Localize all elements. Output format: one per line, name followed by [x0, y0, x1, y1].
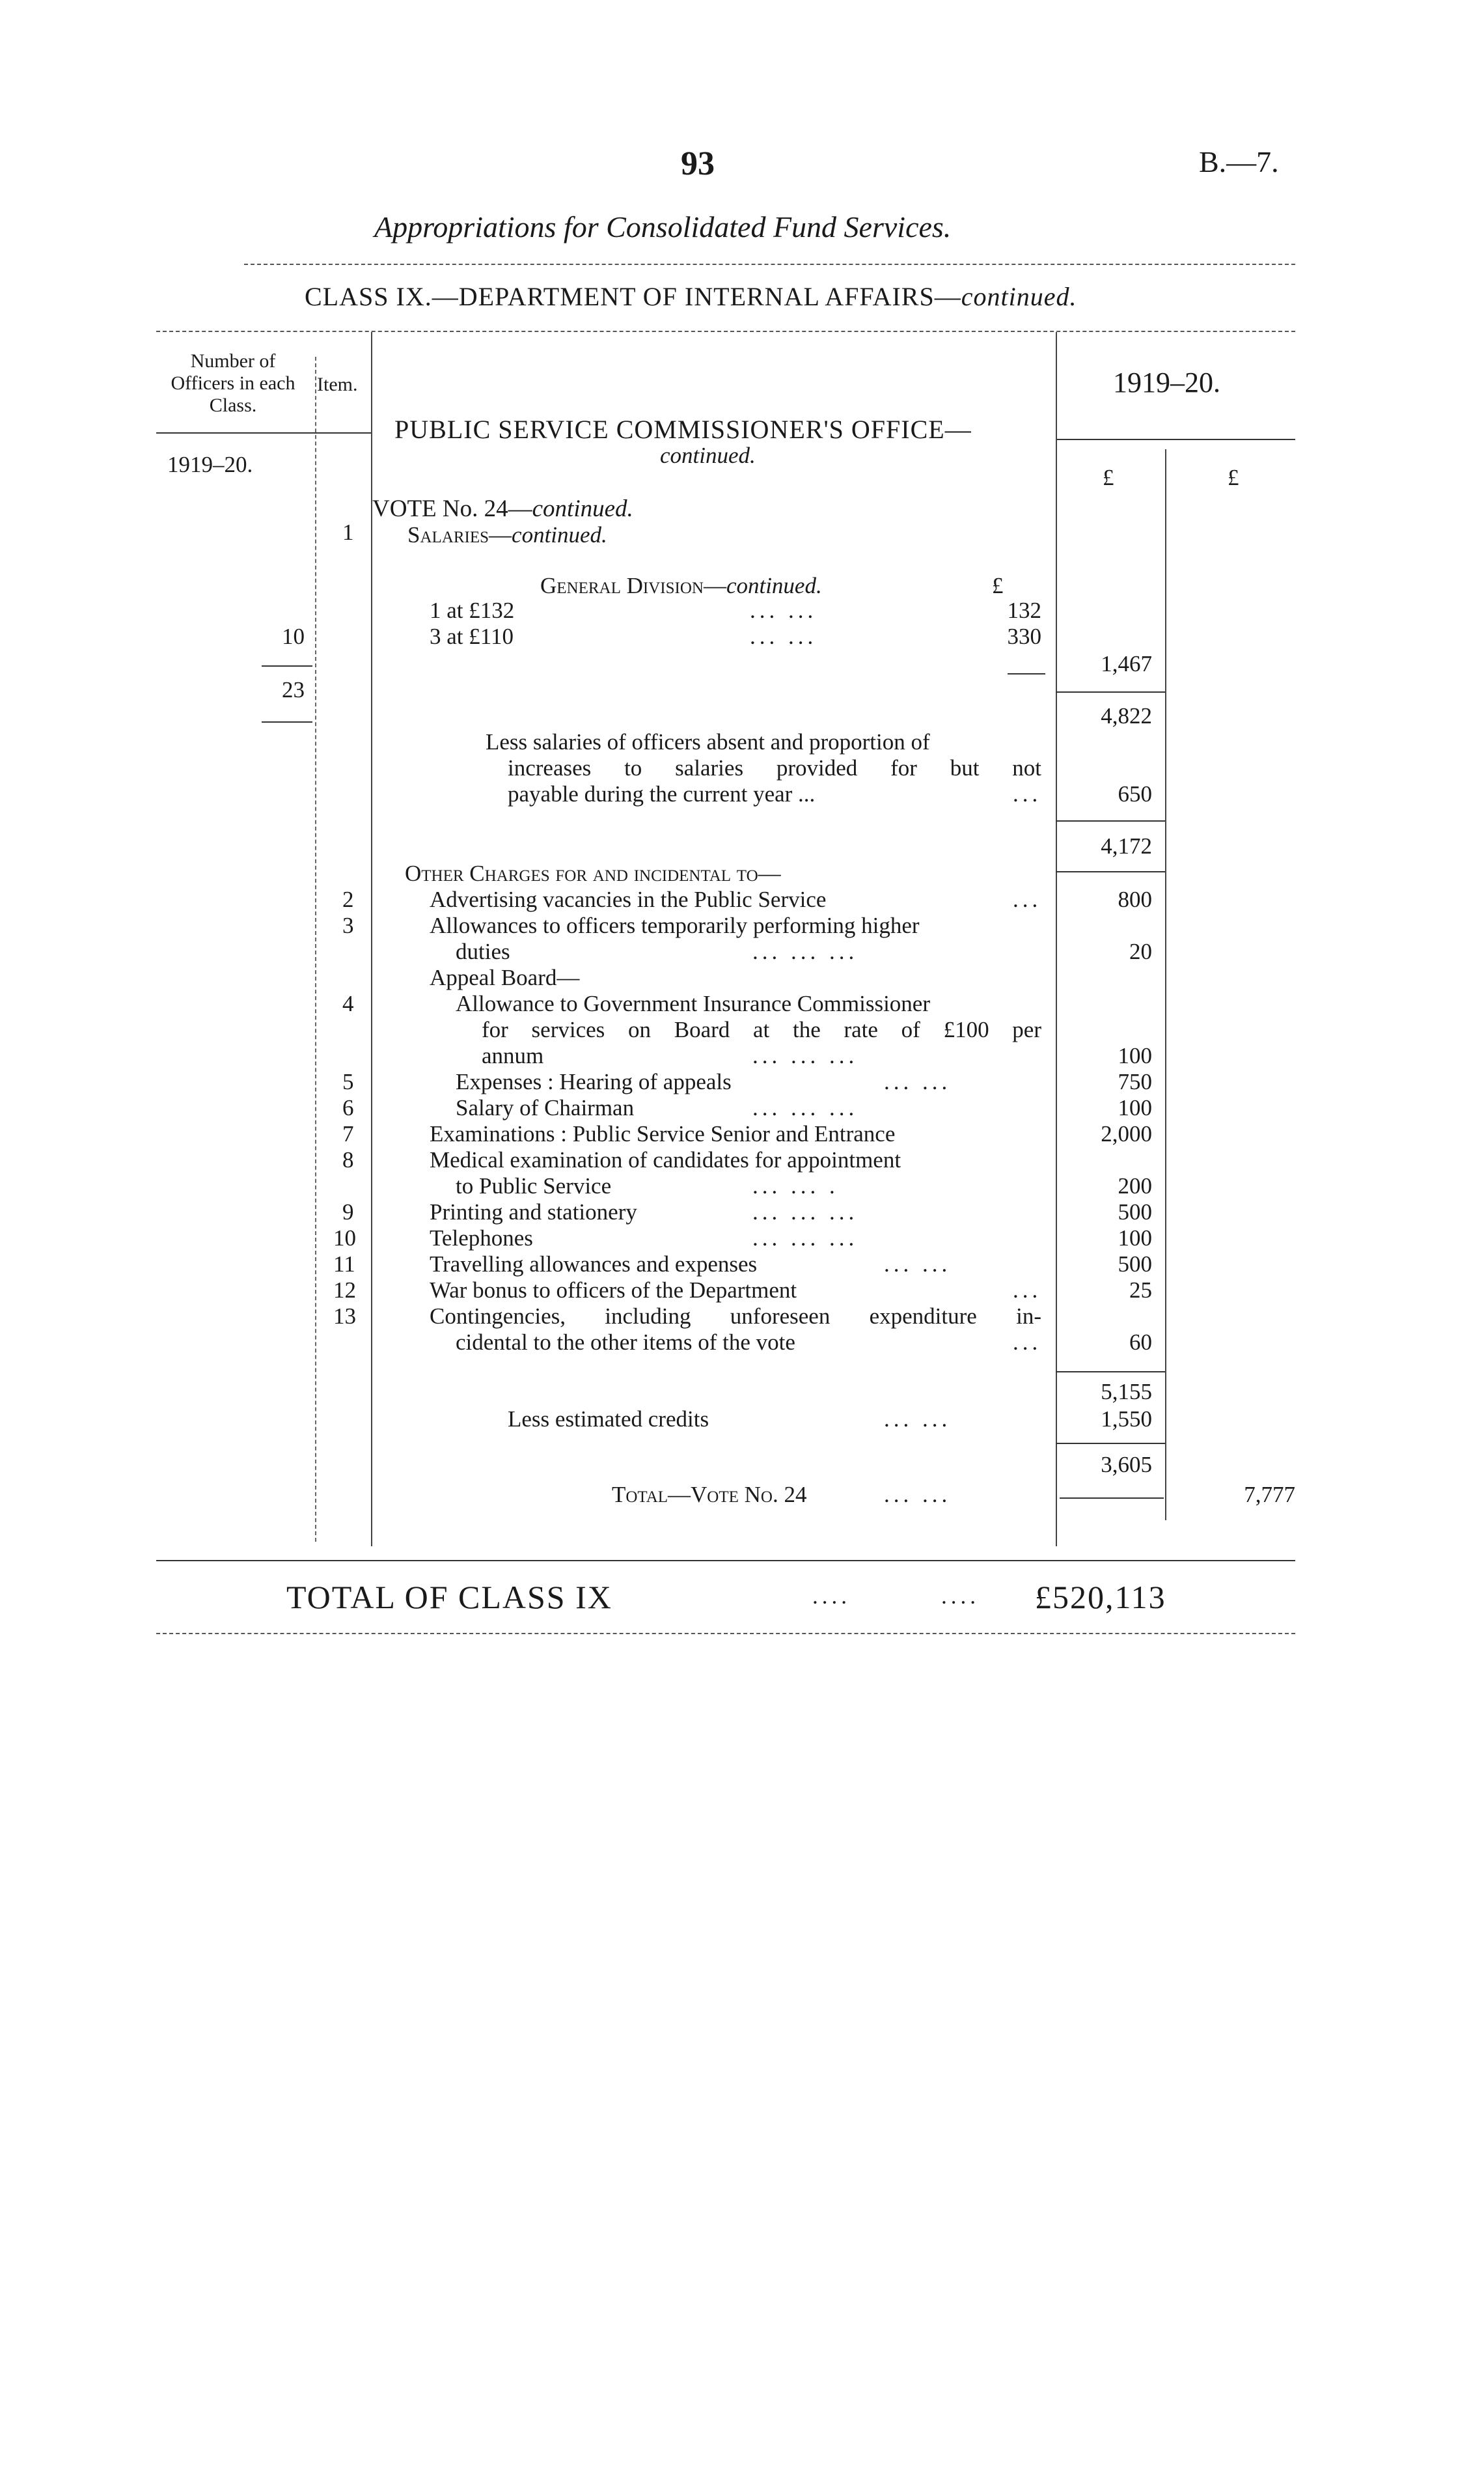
rule [156, 331, 1295, 332]
rule [1056, 439, 1295, 440]
item-number: 10 [333, 1225, 356, 1251]
amount: 330 [1007, 624, 1041, 649]
leader-dots: ... ... [750, 598, 818, 623]
row-label: 1 at £132 [430, 598, 515, 623]
leader-dots: ... ... ... [752, 939, 859, 964]
charge-label: Advertising vacancies in the Public Service [430, 887, 827, 912]
charge-label: to Public Service [456, 1173, 612, 1199]
item-number: 12 [333, 1277, 356, 1303]
charge-label: Allowance to Government Insurance Commissioner [456, 991, 930, 1016]
text-line: Less salaries of officers absent and proportion of [486, 729, 930, 755]
charge-label: cidental to the other items of the vote [456, 1329, 795, 1355]
charge-label: Allowances to officers temporarily performing higher [430, 913, 920, 938]
pound-symbol: £ [1228, 465, 1239, 490]
rule [156, 432, 371, 434]
leader-dots: ... ... [884, 1251, 952, 1277]
subtotal: 1,467 [1101, 651, 1152, 676]
appeal-board-heading: Appeal Board— [430, 965, 580, 990]
amount: 650 [1118, 781, 1152, 807]
charge-label: War bonus to officers of the Department [430, 1277, 797, 1303]
page-number: 93 [681, 145, 715, 182]
rule [1056, 691, 1165, 693]
officers-count: 10 [282, 624, 305, 649]
section-title: PUBLIC SERVICE COMMISSIONER'S OFFICE— [394, 415, 972, 444]
rule [1056, 1371, 1165, 1372]
amount: 750 [1118, 1069, 1152, 1094]
total: 4,822 [1101, 703, 1152, 729]
amount: 100 [1118, 1095, 1152, 1120]
rule [1008, 673, 1045, 675]
charge-label: Examinations : Public Service Senior and Entrance [430, 1121, 896, 1147]
leader-dots: ... ... ... [752, 1095, 859, 1120]
leader-dots: ... ... [884, 1482, 952, 1507]
rule [156, 1633, 1295, 1634]
charge-label: for services on Board at the rate of £100 per [482, 1017, 1041, 1042]
leader-dots: ... ... [884, 1406, 952, 1432]
charge-label: Travelling allowances and expenses [430, 1251, 758, 1277]
item-number: 4 [342, 991, 354, 1016]
section-title-continued: continued. [660, 443, 756, 468]
year-header-right: 1919–20. [1113, 367, 1220, 398]
charge-label: duties [456, 939, 510, 964]
amount: 132 [1007, 598, 1041, 623]
leader-dots: ... ... [884, 1069, 952, 1094]
class-heading: CLASS IX.—DEPARTMENT OF INTERNAL AFFAIRS—continued. [305, 282, 1077, 311]
leader-dots: ... [1013, 1329, 1042, 1355]
column-rule [1165, 449, 1166, 1520]
item-number: 7 [342, 1121, 354, 1147]
pound-symbol: £ [1103, 465, 1114, 490]
other-charges-heading: Other Charges for and incidental to— [405, 861, 781, 886]
charge-label: Expenses : Hearing of appeals [456, 1069, 732, 1094]
column-rule [315, 357, 316, 1542]
charge-label: Medical examination of candidates for appointment [430, 1147, 901, 1173]
rule [156, 1560, 1295, 1561]
charge-label: Contingencies, including unforeseen expenditure in- [430, 1303, 1041, 1329]
credits-label: Less estimated credits [508, 1406, 709, 1432]
item-number: 11 [333, 1251, 355, 1277]
item-number: 13 [333, 1303, 356, 1329]
leader-dots: ... ... ... [752, 1043, 859, 1068]
leader-dots: ... [1013, 781, 1042, 807]
text-line: payable during the current year ... [508, 781, 816, 807]
leader-dots: ... ... [750, 624, 818, 649]
amount: 20 [1129, 939, 1152, 964]
charge-label: annum [482, 1043, 544, 1068]
rule [1056, 871, 1165, 872]
item-column-header: Item. [317, 374, 358, 395]
leader-dots: .... [941, 1583, 980, 1609]
rule [1060, 1497, 1164, 1499]
general-division-heading: General Division—continued. [540, 573, 822, 598]
item-number: 3 [342, 913, 354, 938]
rule [244, 264, 1295, 265]
vote-line: VOTE No. 24—continued. [372, 495, 633, 522]
subtotal: 5,155 [1101, 1379, 1152, 1404]
leader-dots: ... ... . [752, 1173, 839, 1199]
leader-dots: ... [1013, 1277, 1042, 1303]
amount: 800 [1118, 887, 1152, 912]
item-number: 8 [342, 1147, 354, 1173]
amount: 2,000 [1101, 1121, 1152, 1147]
amount: 500 [1118, 1251, 1152, 1277]
pound-symbol: £ [992, 573, 1004, 598]
leader-dots: ... ... ... [752, 1225, 859, 1251]
class-total-amount: £520,113 [1035, 1579, 1166, 1615]
charge-label: Telephones [430, 1225, 533, 1251]
page-heading: Appropriations for Consolidated Fund Services. [374, 210, 952, 243]
year-header-left: 1919–20. [167, 452, 253, 477]
leader-dots: .... [812, 1583, 851, 1609]
rule [262, 721, 312, 723]
amount: 25 [1129, 1277, 1152, 1303]
rule [1056, 1443, 1165, 1444]
officers-column-header: Number of Officers in each Class. [171, 350, 295, 416]
item-number: 5 [342, 1069, 354, 1094]
amount: 100 [1118, 1225, 1152, 1251]
item-number: 1 [342, 520, 354, 545]
text-line: increases to salaries provided for but not [508, 755, 1041, 781]
charge-label: Printing and stationery [430, 1199, 637, 1225]
item-number: 9 [342, 1199, 354, 1225]
column-rule [1056, 332, 1057, 1546]
rule [262, 665, 312, 667]
amount: 100 [1118, 1043, 1152, 1068]
amount: 500 [1118, 1199, 1152, 1225]
charge-label: Salary of Chairman [456, 1095, 635, 1120]
item-number: 6 [342, 1095, 354, 1120]
amount: 60 [1129, 1329, 1152, 1355]
row-label: 3 at £110 [430, 624, 514, 649]
amount: 200 [1118, 1173, 1152, 1199]
rule [1056, 820, 1165, 822]
amount: 1,550 [1101, 1406, 1152, 1432]
officers-total: 23 [282, 677, 305, 702]
item-number: 2 [342, 887, 354, 912]
class-total-label: TOTAL OF CLASS IX [286, 1579, 612, 1615]
vote-total-label: Total—Vote No. 24 [612, 1482, 807, 1507]
leader-dots: ... [1013, 887, 1042, 912]
vote-total-amount: 7,777 [1244, 1482, 1295, 1507]
net-amount: 4,172 [1101, 833, 1152, 859]
leader-dots: ... ... ... [752, 1199, 859, 1225]
net-amount: 3,605 [1101, 1452, 1152, 1477]
page-reference: B.—7. [1199, 145, 1279, 178]
salaries-line: Salaries—continued. [407, 522, 607, 548]
